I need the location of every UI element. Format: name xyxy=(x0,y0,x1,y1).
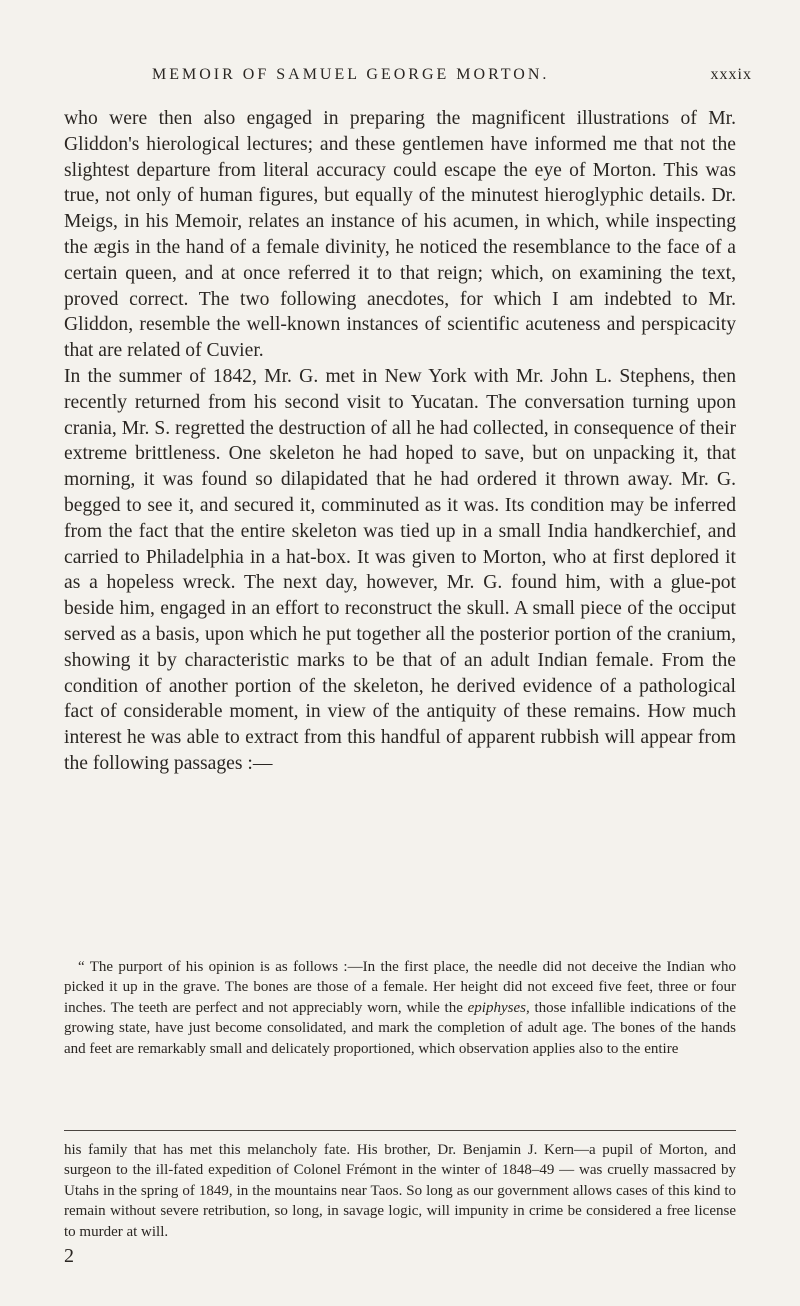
quote-text-start: “ The purport of his opinion is as follows :—In the first place, the needle did not deceive the Indian who picked it up in the grave. The bones are those of a female. Her height did not exceed five feet, three or four inches. The teeth are perfect and not appreciably worn, while the xyxy=(64,959,736,1016)
main-text xyxy=(64,106,736,777)
footnote-divider xyxy=(64,1130,736,1131)
paragraph-1: who were then also engaged in preparing the magnificent illustrations of Mr. Gliddon's hierological lectures; and these gentlemen have informed me that not the slightest departure from literal accuracy could escape the eye of Morton. This was true, not only of human figures, but equally of the minutest hieroglyphic details. Dr. Meigs, in his Memoir, relates an instance of his acumen, in which, while inspecting the ægis in the hand of a female divinity, he noticed the resemblance to the face of a certain queen, and at once referred it to that reign; which, on examining the text, proved correct. The two following anecdotes, for which I am indebted to Mr. Gliddon, resemble the well-known instances of scientific acuteness and perspicacity that are related of Cuvier. xyxy=(64,108,736,362)
paragraph-2: In the summer of 1842, Mr. G. met in New York with Mr. John L. Stephens, then recently returned from his second visit to Yucatan. The conversation turning upon crania, Mr. S. regretted the destruction of all he had collected, in consequence of their extreme brittleness. One skeleton he had hoped to save, but on unpacking it, that morning, it was found so dilapidated that he had ordered it thrown away. Mr. G. begged to see it, and secured it, comminuted as it was. Its condition may be inferred from the fact that the entire skeleton was tied up in a small India handkerchief, and carried to Philadelphia in a hat-box. It was given to Morton, who at first deplored it as a hopeless wreck. The next day, however, Mr. G. found him, with a glue-pot beside him, engaged in an effort to reconstruct the skull. A small piece of the occiput served as a basis, upon which he put together all the posterior portion of the cranium, showing it by characteristic marks to be that of an adult Indian female. From the condition of another portion of the skeleton, he derived evidence of a pathological fact of considerable moment, in view of the antiquity of these remains. How much interest he was able to extract from this handful of apparent rubbish will appear from the following passages :— xyxy=(64,365,736,774)
quote-paragraph xyxy=(64,957,736,1059)
signature-mark: 2 xyxy=(64,1245,74,1267)
running-head xyxy=(152,66,752,84)
running-head-title: MEMOIR OF SAMUEL GEORGE MORTON. xyxy=(152,66,550,83)
footnote-text: his family that has met this melancholy fate. His brother, Dr. Benjamin J. Kern—a pupil of Morton, and surgeon to the ill-fated expedition of Colonel Frémont in the winter of 1848–49 — was cruelly massacred by Utahs in the spring of 1849, in the mountains near Taos. So long as our government allows cases of this kind to remain without severe retribution, so long, in savage logic, will impunity in crime be considered a free license to murder at will. xyxy=(64,1142,736,1240)
quote-italic-term: epiphyses xyxy=(467,999,526,1016)
footnote xyxy=(64,1140,736,1242)
block-quote xyxy=(64,957,736,1059)
page-number: xxxix xyxy=(710,66,752,83)
quote-text-end: , those infallible indications of the growing state, have just become consolidated, and mark the completion of adult age. The bones of the hands and feet are remarkably small and delicately proportioned, which observation applies also to the entire xyxy=(64,999,736,1057)
